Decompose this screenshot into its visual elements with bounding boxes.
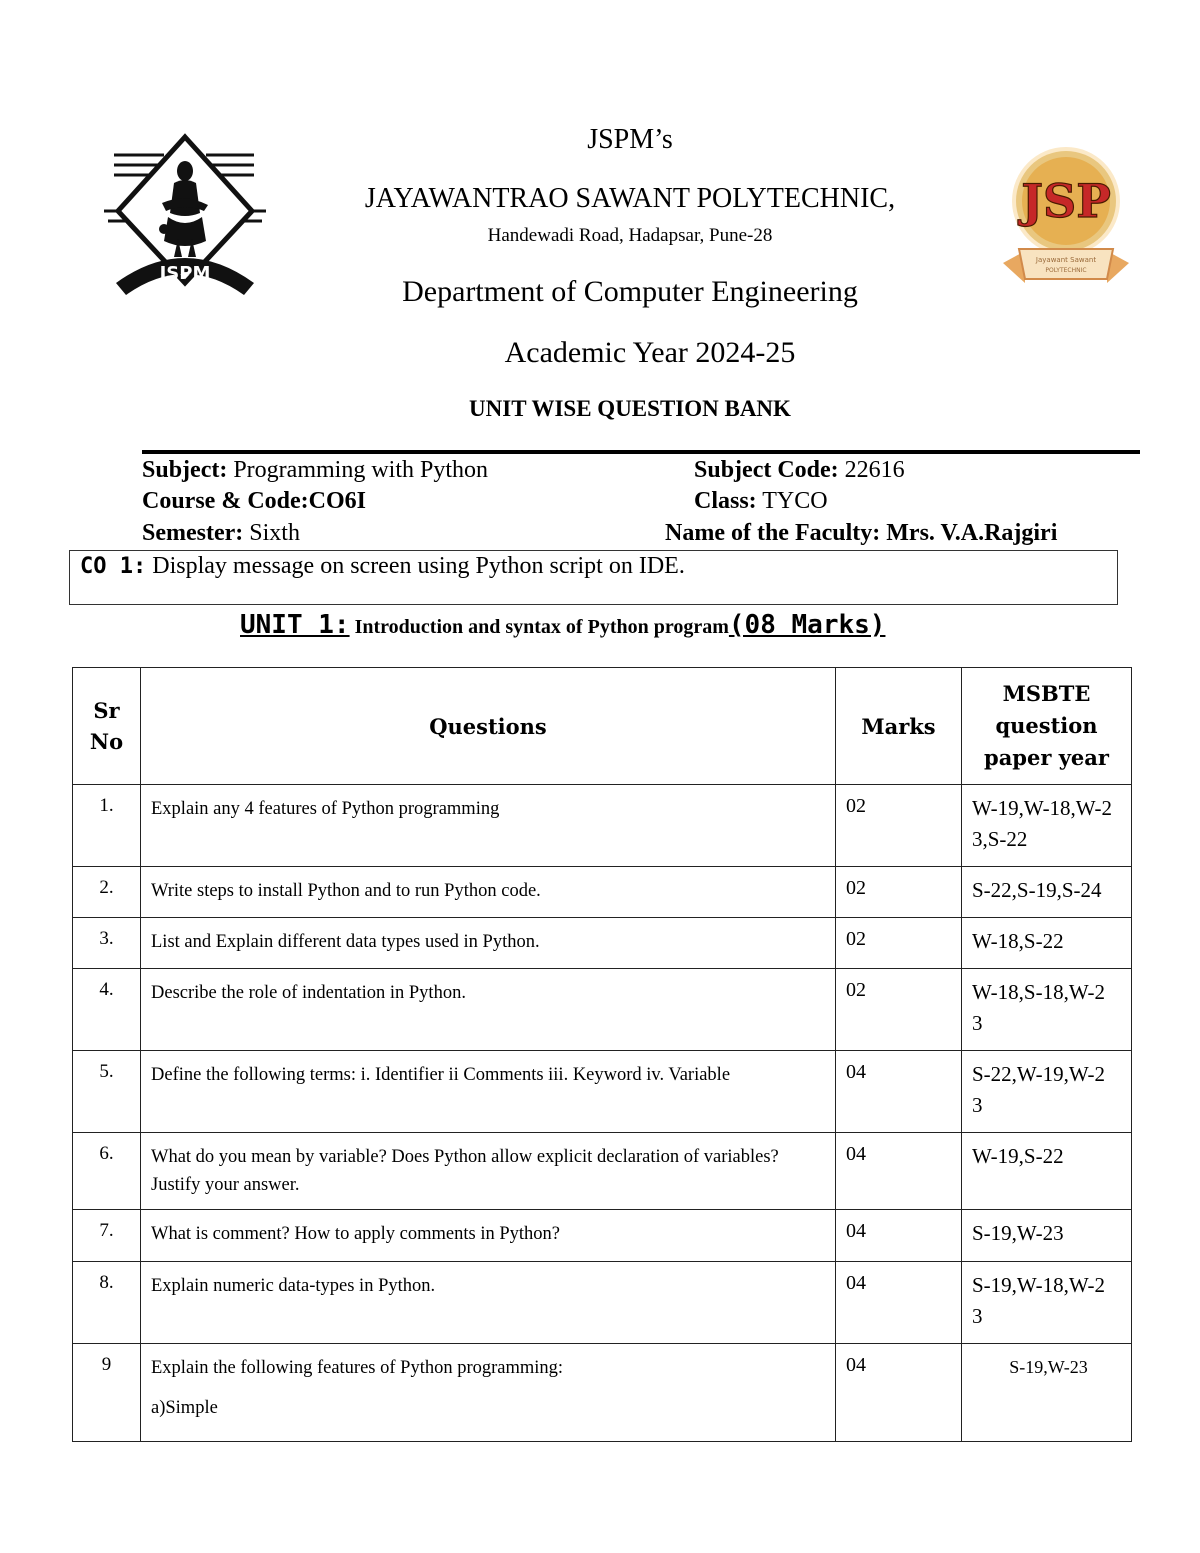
row-marks: 04: [836, 1344, 962, 1442]
institute-address: Handewadi Road, Hadapsar, Pune-28: [487, 225, 773, 246]
row-sr: 9: [73, 1344, 141, 1442]
table-row: [73, 1051, 1132, 1133]
header-questions: Questions: [141, 668, 836, 785]
subject-value: Programming with Python: [233, 457, 488, 483]
co-text: Display message on screen using Python script on IDE.: [152, 553, 685, 579]
table-row: [73, 1262, 1132, 1344]
table-row: [73, 785, 1132, 867]
table-row: [73, 969, 1132, 1051]
document-title: UNIT WISE QUESTION BANK: [469, 396, 791, 421]
row-question: List and Explain different data types used in Python.: [141, 918, 836, 969]
unit-title: Introduction and syntax of Python program: [349, 616, 729, 638]
semester-line: [142, 520, 300, 547]
jsp-logo: [995, 145, 1137, 291]
row-sr: 6.: [73, 1133, 141, 1210]
unit-heading: [240, 610, 885, 640]
row-year: S-22,W-19,W-23: [962, 1051, 1132, 1133]
course-value: CO6I: [308, 488, 366, 514]
faculty-label: Name of the Faculty:: [665, 520, 881, 546]
logo-right-text: JSP: [1021, 174, 1111, 228]
semester-value: Sixth: [249, 520, 300, 546]
faculty-value: Mrs. V.A.Rajgiri: [886, 520, 1058, 546]
row-marks: 04: [836, 1262, 962, 1344]
row-question: Explain any 4 features of Python programming: [141, 785, 836, 867]
row-question-line1: Explain the following features of Python programming:: [151, 1358, 564, 1378]
row-sr: 7.: [73, 1210, 141, 1262]
row-question-line2: a)Simple: [151, 1398, 218, 1418]
row-year: S-19,W-23: [962, 1210, 1132, 1262]
row-marks: 02: [836, 918, 962, 969]
unit-marks: (08 Marks): [728, 610, 886, 640]
logo-left-text: JSPM: [159, 263, 211, 284]
row-year: S-19,W-23: [962, 1344, 1132, 1442]
semester-label: Semester:: [142, 520, 244, 546]
row-marks: 02: [836, 867, 962, 918]
class-value: TYCO: [762, 488, 828, 514]
subject-code-value: 22616: [844, 457, 905, 483]
row-question: [141, 1344, 836, 1442]
subject-code-line: [694, 457, 905, 484]
table-header-row: [73, 668, 1132, 785]
row-marks: 04: [836, 1210, 962, 1262]
logo-right-ribbon: Jayawant Sawant: [1035, 256, 1097, 264]
question-table: [72, 667, 1132, 1442]
institute-name: JAYAWANTRAO SAWANT POLYTECHNIC,: [364, 183, 896, 214]
row-sr: 3.: [73, 918, 141, 969]
subject-line: [142, 457, 488, 484]
class-label: Class:: [694, 488, 757, 514]
row-marks: 04: [836, 1051, 962, 1133]
row-question: What do you mean by variable? Does Python allow explicit declaration of variables? Justify your answer.: [141, 1133, 836, 1210]
row-question: Define the following terms: i. Identifier ii Comments iii. Keyword iv. Variable: [141, 1051, 836, 1133]
table-row: [73, 1344, 1132, 1442]
class-line: [694, 488, 828, 515]
table-row: [73, 1133, 1132, 1210]
faculty-line: [665, 520, 1057, 547]
row-year: W-19,W-18,W-23,S-22: [962, 785, 1132, 867]
header-divider: [142, 450, 1140, 454]
row-question: Describe the role of indentation in Python.: [141, 969, 836, 1051]
row-year: W-18,S-22: [962, 918, 1132, 969]
row-sr: 1.: [73, 785, 141, 867]
course-line: [142, 488, 366, 515]
header-marks: Marks: [836, 668, 962, 785]
row-sr: 4.: [73, 969, 141, 1051]
course-label: Course & Code:: [142, 488, 309, 514]
row-sr: 5.: [73, 1051, 141, 1133]
co-label: CO 1:: [80, 554, 147, 579]
row-marks: 04: [836, 1133, 962, 1210]
row-year: W-18,S-18,W-23: [962, 969, 1132, 1051]
table-row: [73, 918, 1132, 969]
row-question: Write steps to install Python and to run Python code.: [141, 867, 836, 918]
row-sr: 2.: [73, 867, 141, 918]
row-year: W-19,S-22: [962, 1133, 1132, 1210]
header-sr: Sr No: [73, 668, 141, 785]
unit-label: UNIT 1:: [240, 610, 350, 640]
row-sr: 8.: [73, 1262, 141, 1344]
row-year: S-22,S-19,S-24: [962, 867, 1132, 918]
jspm-logo: [104, 133, 266, 298]
row-marks: 02: [836, 969, 962, 1051]
course-outcome: [80, 553, 685, 580]
row-year: S-19,W-18,W-23: [962, 1262, 1132, 1344]
subject-code-label: Subject Code:: [694, 457, 839, 483]
academic-year: Academic Year 2024-25: [504, 336, 796, 369]
row-marks: 02: [836, 785, 962, 867]
table-row: [73, 867, 1132, 918]
row-question: Explain numeric data-types in Python.: [141, 1262, 836, 1344]
subject-label: Subject:: [142, 457, 228, 483]
row-question: What is comment? How to apply comments in Python?: [141, 1210, 836, 1262]
department-name: Department of Computer Engineering: [402, 275, 858, 308]
pre-title: JSPM’s: [587, 124, 673, 155]
header-year: MSBTE question paper year: [962, 668, 1132, 785]
table-row: [73, 1210, 1132, 1262]
logo-right-sub: POLYTECHNIC: [1045, 267, 1087, 274]
